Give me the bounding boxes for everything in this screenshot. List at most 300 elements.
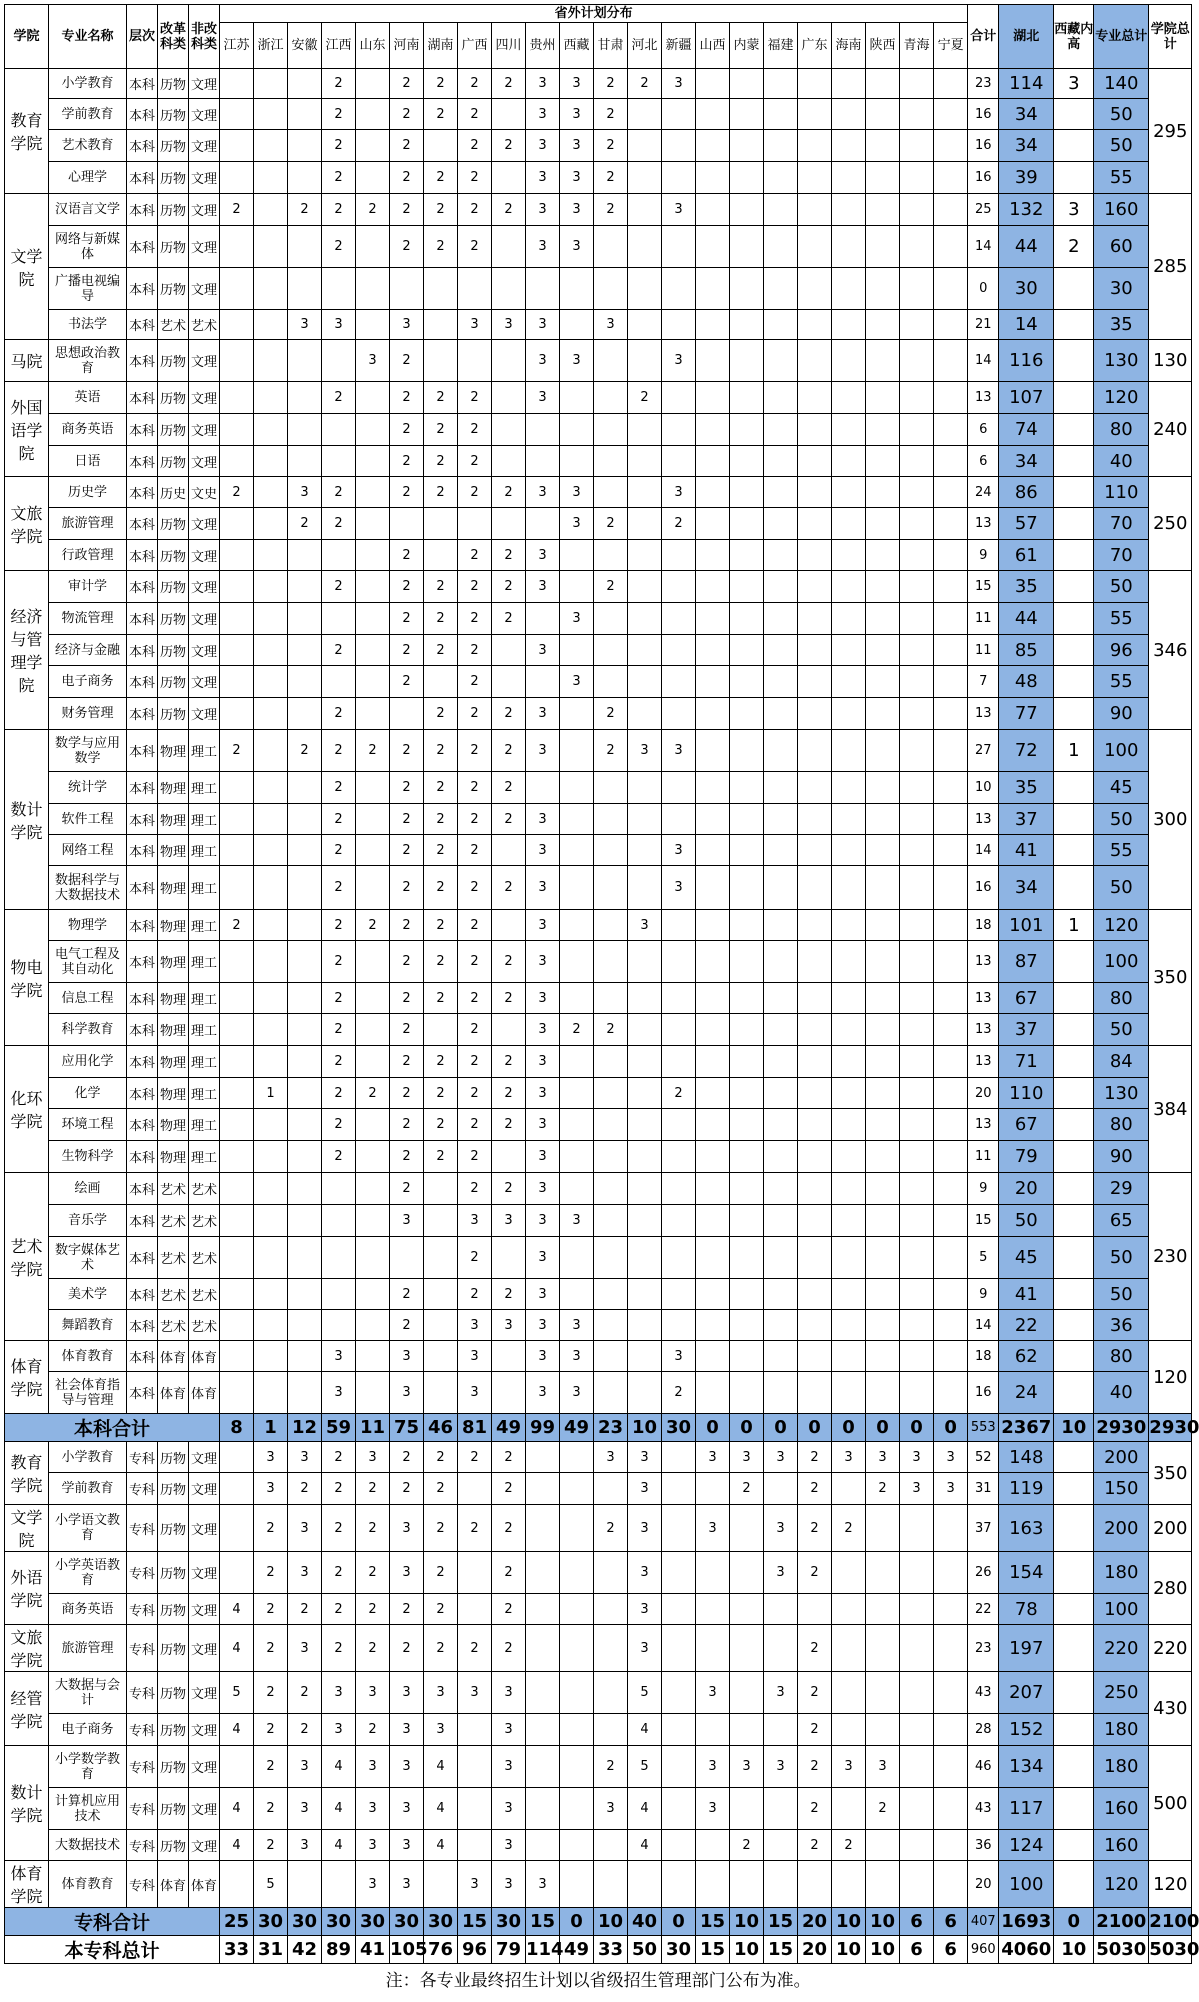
province-quota: 2 bbox=[594, 1505, 628, 1552]
province-quota bbox=[900, 414, 934, 446]
reform-category: 体育 bbox=[158, 1341, 189, 1372]
province-quota bbox=[356, 1237, 390, 1279]
province-quota: 4 bbox=[220, 1788, 254, 1830]
level-cell: 本科 bbox=[127, 1109, 158, 1141]
province-quota bbox=[254, 1014, 288, 1046]
province-quota bbox=[288, 698, 322, 730]
province-quota bbox=[764, 69, 798, 99]
province-quota bbox=[866, 1625, 900, 1672]
province-quota bbox=[662, 635, 696, 666]
province-quota: 2 bbox=[492, 540, 526, 571]
subtotal-cell: 10 bbox=[968, 772, 999, 804]
major-name: 音乐学 bbox=[49, 1205, 127, 1237]
subtotal-cell: 13 bbox=[968, 698, 999, 730]
province-quota bbox=[492, 446, 526, 477]
province-quota bbox=[696, 666, 730, 698]
province-quota: 3 bbox=[288, 1746, 322, 1788]
province-quota bbox=[696, 1205, 730, 1237]
nonreform-category: 理工 bbox=[189, 1014, 220, 1046]
province-quota: 2 bbox=[628, 69, 662, 99]
province-quota bbox=[594, 540, 628, 571]
province-quota bbox=[696, 194, 730, 226]
province-quota bbox=[900, 1173, 934, 1205]
major-name: 数学与应用数学 bbox=[49, 730, 127, 772]
hubei-quota: 163 bbox=[999, 1505, 1054, 1552]
province-quota bbox=[866, 1310, 900, 1341]
province-quota: 2 bbox=[458, 1625, 492, 1672]
province-quota bbox=[628, 941, 662, 983]
province-quota bbox=[254, 340, 288, 382]
reform-category: 物理 bbox=[158, 983, 189, 1014]
province-quota bbox=[628, 1014, 662, 1046]
province-quota: 2 bbox=[424, 477, 458, 508]
nonreform-category: 艺术 bbox=[189, 1205, 220, 1237]
subtotal-cell: 14 bbox=[968, 1310, 999, 1341]
province-quota bbox=[764, 340, 798, 382]
province-quota bbox=[798, 446, 832, 477]
province-quota bbox=[866, 571, 900, 603]
province-quota: 2 bbox=[322, 382, 356, 414]
province-quota bbox=[458, 1473, 492, 1505]
province-quota bbox=[662, 130, 696, 162]
province-quota: 2 bbox=[356, 1625, 390, 1672]
province-quota bbox=[934, 414, 968, 446]
summary-province: 0 bbox=[798, 1414, 832, 1442]
province-quota bbox=[288, 1341, 322, 1372]
province-quota bbox=[764, 1310, 798, 1341]
province-quota bbox=[798, 666, 832, 698]
province-quota bbox=[934, 804, 968, 835]
province-quota: 2 bbox=[458, 666, 492, 698]
province-quota bbox=[424, 1310, 458, 1341]
province-quota: 3 bbox=[934, 1473, 968, 1505]
province-quota: 2 bbox=[458, 941, 492, 983]
province-quota bbox=[832, 69, 866, 99]
province-quota bbox=[526, 1672, 560, 1714]
province-quota: 2 bbox=[458, 99, 492, 130]
major-total: 90 bbox=[1094, 1141, 1149, 1173]
province-quota bbox=[764, 1788, 798, 1830]
province-quota bbox=[254, 540, 288, 571]
province-quota: 3 bbox=[526, 162, 560, 194]
province-quota bbox=[900, 698, 934, 730]
province-quota bbox=[322, 1237, 356, 1279]
province-quota bbox=[934, 382, 968, 414]
nonreform-category: 理工 bbox=[189, 835, 220, 866]
province-header: 山西 bbox=[696, 23, 730, 69]
province-quota: 3 bbox=[866, 1746, 900, 1788]
province-quota: 3 bbox=[526, 1141, 560, 1173]
college-name: 文学院 bbox=[5, 1505, 49, 1552]
subtotal-cell: 25 bbox=[968, 194, 999, 226]
province-quota: 2 bbox=[322, 477, 356, 508]
major-name: 行政管理 bbox=[49, 540, 127, 571]
province-quota bbox=[866, 866, 900, 910]
province-quota: 3 bbox=[662, 69, 696, 99]
nonreform-category: 文理 bbox=[189, 1552, 220, 1594]
subtotal-cell: 43 bbox=[968, 1788, 999, 1830]
province-quota bbox=[730, 804, 764, 835]
province-quota bbox=[662, 804, 696, 835]
province-quota bbox=[220, 1442, 254, 1473]
province-quota bbox=[220, 1372, 254, 1414]
province-quota: 3 bbox=[662, 340, 696, 382]
province-quota: 3 bbox=[356, 1861, 390, 1908]
province-quota: 3 bbox=[560, 194, 594, 226]
province-quota: 2 bbox=[424, 382, 458, 414]
subtotal-cell: 15 bbox=[968, 1205, 999, 1237]
nonreform-category: 理工 bbox=[189, 1109, 220, 1141]
province-quota bbox=[730, 1141, 764, 1173]
province-quota bbox=[220, 1205, 254, 1237]
province-quota bbox=[730, 941, 764, 983]
tibet-quota bbox=[1054, 1625, 1094, 1672]
major-total: 200 bbox=[1094, 1505, 1149, 1552]
major-total: 140 bbox=[1094, 69, 1149, 99]
summary-province: 49 bbox=[560, 1414, 594, 1442]
nonreform-category: 文理 bbox=[189, 666, 220, 698]
table-row bbox=[5, 1552, 1192, 1594]
level-cell: 本科 bbox=[127, 414, 158, 446]
province-quota bbox=[322, 268, 356, 310]
province-quota bbox=[662, 910, 696, 941]
province-quota: 3 bbox=[560, 1341, 594, 1372]
province-quota bbox=[560, 1237, 594, 1279]
province-quota bbox=[866, 1714, 900, 1746]
table-row bbox=[5, 268, 1192, 310]
major-name: 思想政治教育 bbox=[49, 340, 127, 382]
province-quota bbox=[764, 835, 798, 866]
province-header: 青海 bbox=[900, 23, 934, 69]
province-quota: 2 bbox=[424, 194, 458, 226]
major-total: 50 bbox=[1094, 130, 1149, 162]
province-quota bbox=[662, 1014, 696, 1046]
college-total: 280 bbox=[1149, 1552, 1192, 1625]
reform-category: 历物 bbox=[158, 69, 189, 99]
subtotal-cell: 20 bbox=[968, 1861, 999, 1908]
province-quota bbox=[900, 941, 934, 983]
province-quota bbox=[526, 603, 560, 635]
province-quota bbox=[560, 1861, 594, 1908]
major-name: 体育教育 bbox=[49, 1341, 127, 1372]
province-quota: 2 bbox=[492, 698, 526, 730]
province-quota: 2 bbox=[424, 99, 458, 130]
province-quota: 2 bbox=[390, 804, 424, 835]
province-quota bbox=[254, 698, 288, 730]
header-college-total: 学院总计 bbox=[1149, 5, 1192, 69]
province-quota bbox=[730, 340, 764, 382]
summary-province: 0 bbox=[934, 1414, 968, 1442]
major-total: 40 bbox=[1094, 446, 1149, 477]
nonreform-category: 文理 bbox=[189, 69, 220, 99]
reform-category: 艺术 bbox=[158, 310, 189, 340]
major-name: 旅游管理 bbox=[49, 1625, 127, 1672]
level-cell: 专科 bbox=[127, 1442, 158, 1473]
province-quota bbox=[832, 1594, 866, 1625]
header-subtotal: 合计 bbox=[968, 5, 999, 69]
province-header: 湖南 bbox=[424, 23, 458, 69]
province-quota: 3 bbox=[458, 1672, 492, 1714]
province-quota bbox=[798, 1173, 832, 1205]
province-quota bbox=[696, 1861, 730, 1908]
level-cell: 本科 bbox=[127, 1173, 158, 1205]
province-quota bbox=[662, 1473, 696, 1505]
province-quota: 3 bbox=[322, 310, 356, 340]
province-quota: 3 bbox=[356, 340, 390, 382]
province-quota bbox=[764, 772, 798, 804]
province-quota: 2 bbox=[390, 1310, 424, 1341]
tibet-quota bbox=[1054, 1442, 1094, 1473]
table-row bbox=[5, 130, 1192, 162]
level-cell: 专科 bbox=[127, 1625, 158, 1672]
province-quota bbox=[832, 1372, 866, 1414]
province-quota: 2 bbox=[390, 941, 424, 983]
province-quota: 2 bbox=[390, 382, 424, 414]
province-quota bbox=[696, 226, 730, 268]
province-quota bbox=[832, 340, 866, 382]
province-quota bbox=[730, 698, 764, 730]
province-quota: 2 bbox=[424, 1046, 458, 1078]
province-quota bbox=[628, 1237, 662, 1279]
reform-category: 物理 bbox=[158, 910, 189, 941]
province-header: 河北 bbox=[628, 23, 662, 69]
province-quota bbox=[900, 603, 934, 635]
nonreform-category: 文理 bbox=[189, 571, 220, 603]
province-quota: 2 bbox=[322, 941, 356, 983]
major-name: 物理学 bbox=[49, 910, 127, 941]
province-quota: 2 bbox=[594, 698, 628, 730]
summary-province: 105 bbox=[390, 1936, 424, 1964]
subtotal-cell: 6 bbox=[968, 414, 999, 446]
province-quota bbox=[526, 1714, 560, 1746]
province-quota: 2 bbox=[594, 99, 628, 130]
nonreform-category: 理工 bbox=[189, 730, 220, 772]
province-quota bbox=[934, 1341, 968, 1372]
province-quota bbox=[628, 835, 662, 866]
college-name: 文学院 bbox=[5, 194, 49, 340]
province-quota bbox=[900, 1714, 934, 1746]
province-quota bbox=[662, 446, 696, 477]
summary-label: 本专科总计 bbox=[5, 1936, 220, 1964]
province-quota bbox=[322, 1205, 356, 1237]
hubei-quota: 35 bbox=[999, 571, 1054, 603]
level-cell: 本科 bbox=[127, 571, 158, 603]
reform-category: 历物 bbox=[158, 1672, 189, 1714]
major-name: 经济与金融 bbox=[49, 635, 127, 666]
province-quota: 3 bbox=[390, 1746, 424, 1788]
province-quota: 2 bbox=[254, 1714, 288, 1746]
province-quota bbox=[288, 1109, 322, 1141]
reform-category: 物理 bbox=[158, 1014, 189, 1046]
college-total: 295 bbox=[1149, 69, 1192, 194]
province-quota bbox=[934, 1310, 968, 1341]
college-name: 艺术学院 bbox=[5, 1173, 49, 1341]
reform-category: 历物 bbox=[158, 698, 189, 730]
province-quota bbox=[730, 1109, 764, 1141]
hubei-quota: 79 bbox=[999, 1141, 1054, 1173]
province-quota: 3 bbox=[288, 1552, 322, 1594]
province-quota bbox=[526, 1746, 560, 1788]
province-quota bbox=[254, 477, 288, 508]
province-quota bbox=[764, 1372, 798, 1414]
tibet-quota bbox=[1054, 603, 1094, 635]
major-name: 电子商务 bbox=[49, 1714, 127, 1746]
province-quota bbox=[900, 226, 934, 268]
table-row bbox=[5, 194, 1192, 226]
province-quota: 3 bbox=[322, 1372, 356, 1414]
province-quota bbox=[424, 1237, 458, 1279]
hubei-quota: 14 bbox=[999, 310, 1054, 340]
province-quota bbox=[560, 835, 594, 866]
province-quota bbox=[798, 382, 832, 414]
province-quota: 2 bbox=[390, 635, 424, 666]
province-quota bbox=[288, 835, 322, 866]
level-cell: 本科 bbox=[127, 268, 158, 310]
table-row bbox=[5, 772, 1192, 804]
province-quota: 2 bbox=[424, 835, 458, 866]
province-quota bbox=[254, 1341, 288, 1372]
hubei-quota: 117 bbox=[999, 1788, 1054, 1830]
province-quota bbox=[288, 983, 322, 1014]
province-quota bbox=[934, 1173, 968, 1205]
table-row bbox=[5, 1473, 1192, 1505]
major-total: 70 bbox=[1094, 508, 1149, 540]
province-quota bbox=[832, 477, 866, 508]
province-quota: 2 bbox=[356, 1594, 390, 1625]
province-quota bbox=[662, 1505, 696, 1552]
tibet-quota bbox=[1054, 382, 1094, 414]
major-name: 日语 bbox=[49, 446, 127, 477]
province-quota: 2 bbox=[356, 1714, 390, 1746]
province-quota bbox=[254, 446, 288, 477]
major-total: 96 bbox=[1094, 635, 1149, 666]
province-quota: 2 bbox=[390, 1473, 424, 1505]
table-row bbox=[5, 1046, 1192, 1078]
province-quota bbox=[900, 730, 934, 772]
province-quota bbox=[254, 162, 288, 194]
province-quota: 3 bbox=[900, 1473, 934, 1505]
province-quota bbox=[356, 226, 390, 268]
nonreform-category: 文理 bbox=[189, 1714, 220, 1746]
province-quota bbox=[560, 310, 594, 340]
major-name: 学前教育 bbox=[49, 99, 127, 130]
province-header: 河南 bbox=[390, 23, 424, 69]
reform-category: 物理 bbox=[158, 804, 189, 835]
province-quota: 2 bbox=[390, 1141, 424, 1173]
province-quota: 2 bbox=[390, 1046, 424, 1078]
hubei-quota: 86 bbox=[999, 477, 1054, 508]
province-quota bbox=[220, 1046, 254, 1078]
province-quota bbox=[560, 1594, 594, 1625]
hubei-quota: 101 bbox=[999, 910, 1054, 941]
nonreform-category: 文理 bbox=[189, 130, 220, 162]
province-quota: 3 bbox=[764, 1552, 798, 1594]
province-quota bbox=[322, 1310, 356, 1341]
level-cell: 本科 bbox=[127, 1014, 158, 1046]
province-quota bbox=[526, 1552, 560, 1594]
province-header: 广西 bbox=[458, 23, 492, 69]
province-quota: 2 bbox=[798, 1788, 832, 1830]
province-quota: 2 bbox=[798, 1473, 832, 1505]
subtotal-cell: 18 bbox=[968, 910, 999, 941]
province-quota: 3 bbox=[730, 1746, 764, 1788]
level-cell: 本科 bbox=[127, 910, 158, 941]
province-quota bbox=[628, 1341, 662, 1372]
tibet-quota bbox=[1054, 1109, 1094, 1141]
province-quota bbox=[356, 540, 390, 571]
table-row bbox=[5, 1830, 1192, 1861]
hubei-quota: 30 bbox=[999, 268, 1054, 310]
province-quota: 2 bbox=[594, 162, 628, 194]
province-quota bbox=[730, 772, 764, 804]
major-total: 35 bbox=[1094, 310, 1149, 340]
province-quota: 2 bbox=[798, 1552, 832, 1594]
province-quota bbox=[662, 1830, 696, 1861]
major-name: 电气工程及其自动化 bbox=[49, 941, 127, 983]
province-quota bbox=[492, 1237, 526, 1279]
province-header: 福建 bbox=[764, 23, 798, 69]
summary-subtotal: 960 bbox=[968, 1936, 999, 1964]
province-quota: 5 bbox=[220, 1672, 254, 1714]
province-quota: 2 bbox=[458, 226, 492, 268]
province-quota bbox=[662, 1205, 696, 1237]
province-quota: 2 bbox=[288, 508, 322, 540]
province-header: 贵州 bbox=[526, 23, 560, 69]
summary-province: 41 bbox=[356, 1936, 390, 1964]
province-quota: 2 bbox=[390, 130, 424, 162]
province-quota bbox=[628, 162, 662, 194]
college-name: 物电学院 bbox=[5, 910, 49, 1046]
province-quota bbox=[900, 1625, 934, 1672]
summary-province: 8 bbox=[220, 1414, 254, 1442]
province-quota bbox=[730, 69, 764, 99]
province-quota: 2 bbox=[424, 1505, 458, 1552]
province-quota: 3 bbox=[662, 477, 696, 508]
summary-tibet: 10 bbox=[1054, 1936, 1094, 1964]
province-quota: 3 bbox=[526, 1341, 560, 1372]
province-quota: 2 bbox=[458, 910, 492, 941]
province-quota bbox=[220, 268, 254, 310]
table-row bbox=[5, 698, 1192, 730]
province-quota bbox=[900, 772, 934, 804]
province-quota bbox=[934, 666, 968, 698]
province-quota bbox=[730, 1625, 764, 1672]
province-quota: 2 bbox=[458, 1014, 492, 1046]
major-total: 55 bbox=[1094, 666, 1149, 698]
province-quota bbox=[866, 1594, 900, 1625]
province-quota bbox=[220, 1310, 254, 1341]
province-quota bbox=[628, 804, 662, 835]
tibet-quota bbox=[1054, 1594, 1094, 1625]
province-quota bbox=[220, 983, 254, 1014]
college-name: 文旅学院 bbox=[5, 477, 49, 571]
province-quota bbox=[900, 1014, 934, 1046]
hubei-quota: 87 bbox=[999, 941, 1054, 983]
province-quota: 2 bbox=[594, 130, 628, 162]
province-quota bbox=[798, 866, 832, 910]
table-row bbox=[5, 983, 1192, 1014]
hubei-quota: 148 bbox=[999, 1442, 1054, 1473]
province-quota: 2 bbox=[288, 194, 322, 226]
province-quota bbox=[662, 1714, 696, 1746]
subtotal-cell: 16 bbox=[968, 162, 999, 194]
province-quota bbox=[798, 730, 832, 772]
province-quota bbox=[458, 1714, 492, 1746]
province-quota bbox=[288, 1237, 322, 1279]
province-quota: 2 bbox=[322, 1078, 356, 1109]
level-cell: 本科 bbox=[127, 772, 158, 804]
summary-tibet: 0 bbox=[1054, 1908, 1094, 1936]
